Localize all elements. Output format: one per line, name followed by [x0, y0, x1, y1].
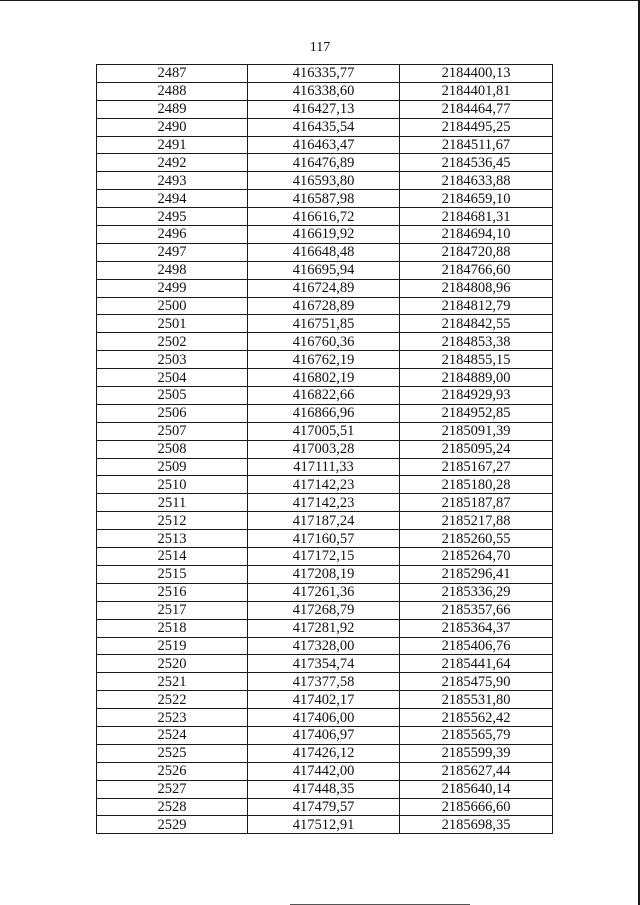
table-row: [97, 548, 553, 566]
x-coordinate-cell: 416435,54: [248, 118, 400, 136]
table-row: [97, 226, 553, 244]
point-number-cell: 2502: [97, 333, 248, 351]
point-number-cell: 2514: [97, 548, 248, 566]
coordinates-table: [96, 64, 553, 834]
table-row: [97, 798, 553, 816]
x-coordinate-cell: 416695,94: [248, 261, 400, 279]
y-coordinate-cell: 2184400,13: [400, 65, 553, 83]
y-coordinate-cell: 2184766,60: [400, 261, 553, 279]
table-row: [97, 422, 553, 440]
table-row: [97, 100, 553, 118]
y-coordinate-cell: 2184659,10: [400, 190, 553, 208]
point-number-cell: 2528: [97, 798, 248, 816]
y-coordinate-cell: 2184853,38: [400, 333, 553, 351]
x-coordinate-cell: 416822,66: [248, 387, 400, 405]
table-row: [97, 440, 553, 458]
x-coordinate-cell: 416760,36: [248, 333, 400, 351]
point-number-cell: 2512: [97, 512, 248, 530]
x-coordinate-cell: 416866,96: [248, 404, 400, 422]
point-number-cell: 2487: [97, 65, 248, 83]
y-coordinate-cell: 2185091,39: [400, 422, 553, 440]
table-row: [97, 315, 553, 333]
scan-top-edge: [0, 0, 640, 1]
table-row: [97, 387, 553, 405]
x-coordinate-cell: 416616,72: [248, 208, 400, 226]
y-coordinate-cell: 2184536,45: [400, 154, 553, 172]
point-number-cell: 2503: [97, 351, 248, 369]
table-row: [97, 816, 553, 834]
point-number-cell: 2515: [97, 565, 248, 583]
table-row: [97, 65, 553, 83]
point-number-cell: 2525: [97, 744, 248, 762]
point-number-cell: 2489: [97, 100, 248, 118]
x-coordinate-cell: 417448,35: [248, 780, 400, 798]
y-coordinate-cell: 2185698,35: [400, 816, 553, 834]
x-coordinate-cell: 417479,57: [248, 798, 400, 816]
point-number-cell: 2511: [97, 494, 248, 512]
y-coordinate-cell: 2185562,42: [400, 709, 553, 727]
y-coordinate-cell: 2185565,79: [400, 726, 553, 744]
table-row: [97, 333, 553, 351]
table-row: [97, 208, 553, 226]
point-number-cell: 2521: [97, 673, 248, 691]
y-coordinate-cell: 2185357,66: [400, 601, 553, 619]
y-coordinate-cell: 2185217,88: [400, 512, 553, 530]
point-number-cell: 2518: [97, 619, 248, 637]
point-number-cell: 2527: [97, 780, 248, 798]
x-coordinate-cell: 416724,89: [248, 279, 400, 297]
x-coordinate-cell: 416476,89: [248, 154, 400, 172]
table-row: [97, 619, 553, 637]
y-coordinate-cell: 2184889,00: [400, 369, 553, 387]
table-row: [97, 494, 553, 512]
point-number-cell: 2507: [97, 422, 248, 440]
table-row: [97, 118, 553, 136]
x-coordinate-cell: 416427,13: [248, 100, 400, 118]
point-number-cell: 2490: [97, 118, 248, 136]
table-row: [97, 709, 553, 727]
table-row: [97, 243, 553, 261]
y-coordinate-cell: 2184812,79: [400, 297, 553, 315]
table-row: [97, 154, 553, 172]
point-number-cell: 2517: [97, 601, 248, 619]
y-coordinate-cell: 2185406,76: [400, 637, 553, 655]
x-coordinate-cell: 417160,57: [248, 530, 400, 548]
x-coordinate-cell: 416648,48: [248, 243, 400, 261]
x-coordinate-cell: 416762,19: [248, 351, 400, 369]
point-number-cell: 2495: [97, 208, 248, 226]
point-number-cell: 2494: [97, 190, 248, 208]
x-coordinate-cell: 417406,97: [248, 726, 400, 744]
x-coordinate-cell: 417377,58: [248, 673, 400, 691]
x-coordinate-cell: 417328,00: [248, 637, 400, 655]
x-coordinate-cell: 417261,36: [248, 583, 400, 601]
y-coordinate-cell: 2185531,80: [400, 691, 553, 709]
y-coordinate-cell: 2184681,31: [400, 208, 553, 226]
table-row: [97, 136, 553, 154]
x-coordinate-cell: 417281,92: [248, 619, 400, 637]
y-coordinate-cell: 2185167,27: [400, 458, 553, 476]
point-number-cell: 2506: [97, 404, 248, 422]
table-row: [97, 404, 553, 422]
point-number-cell: 2501: [97, 315, 248, 333]
x-coordinate-cell: 417187,24: [248, 512, 400, 530]
y-coordinate-cell: 2185336,29: [400, 583, 553, 601]
table-row: [97, 458, 553, 476]
x-coordinate-cell: 417142,23: [248, 476, 400, 494]
point-number-cell: 2492: [97, 154, 248, 172]
point-number-cell: 2491: [97, 136, 248, 154]
x-coordinate-cell: 417442,00: [248, 762, 400, 780]
point-number-cell: 2519: [97, 637, 248, 655]
y-coordinate-cell: 2185627,44: [400, 762, 553, 780]
table-row: [97, 726, 553, 744]
y-coordinate-cell: 2185260,55: [400, 530, 553, 548]
y-coordinate-cell: 2185640,14: [400, 780, 553, 798]
point-number-cell: 2499: [97, 279, 248, 297]
x-coordinate-cell: 416587,98: [248, 190, 400, 208]
table-row: [97, 530, 553, 548]
x-coordinate-cell: 417354,74: [248, 655, 400, 673]
point-number-cell: 2496: [97, 226, 248, 244]
x-coordinate-cell: 417005,51: [248, 422, 400, 440]
y-coordinate-cell: 2185095,24: [400, 440, 553, 458]
y-coordinate-cell: 2185599,39: [400, 744, 553, 762]
x-coordinate-cell: 417268,79: [248, 601, 400, 619]
y-coordinate-cell: 2184464,77: [400, 100, 553, 118]
table-row: [97, 565, 553, 583]
table-row: [97, 476, 553, 494]
y-coordinate-cell: 2185264,70: [400, 548, 553, 566]
point-number-cell: 2529: [97, 816, 248, 834]
table-row: [97, 762, 553, 780]
point-number-cell: 2520: [97, 655, 248, 673]
point-number-cell: 2498: [97, 261, 248, 279]
point-number-cell: 2504: [97, 369, 248, 387]
y-coordinate-cell: 2184855,15: [400, 351, 553, 369]
point-number-cell: 2522: [97, 691, 248, 709]
table-row: [97, 744, 553, 762]
table-row: [97, 279, 553, 297]
point-number-cell: 2505: [97, 387, 248, 405]
table-row: [97, 261, 553, 279]
x-coordinate-cell: 417172,15: [248, 548, 400, 566]
coordinates-table-body: [97, 65, 553, 834]
table-row: [97, 673, 553, 691]
point-number-cell: 2526: [97, 762, 248, 780]
table-row: [97, 297, 553, 315]
x-coordinate-cell: 417402,17: [248, 691, 400, 709]
y-coordinate-cell: 2184511,67: [400, 136, 553, 154]
table-row: [97, 82, 553, 100]
x-coordinate-cell: 417111,33: [248, 458, 400, 476]
x-coordinate-cell: 416619,92: [248, 226, 400, 244]
y-coordinate-cell: 2184720,88: [400, 243, 553, 261]
y-coordinate-cell: 2184694,10: [400, 226, 553, 244]
y-coordinate-cell: 2184633,88: [400, 172, 553, 190]
y-coordinate-cell: 2185666,60: [400, 798, 553, 816]
point-number-cell: 2509: [97, 458, 248, 476]
point-number-cell: 2516: [97, 583, 248, 601]
x-coordinate-cell: 416338,60: [248, 82, 400, 100]
x-coordinate-cell: 417003,28: [248, 440, 400, 458]
y-coordinate-cell: 2185475,90: [400, 673, 553, 691]
x-coordinate-cell: 416463,47: [248, 136, 400, 154]
point-number-cell: 2488: [97, 82, 248, 100]
point-number-cell: 2493: [97, 172, 248, 190]
table-row: [97, 637, 553, 655]
y-coordinate-cell: 2184808,96: [400, 279, 553, 297]
x-coordinate-cell: 416802,19: [248, 369, 400, 387]
table-row: [97, 780, 553, 798]
x-coordinate-cell: 417208,19: [248, 565, 400, 583]
y-coordinate-cell: 2185187,87: [400, 494, 553, 512]
x-coordinate-cell: 417512,91: [248, 816, 400, 834]
x-coordinate-cell: 416335,77: [248, 65, 400, 83]
x-coordinate-cell: 416751,85: [248, 315, 400, 333]
x-coordinate-cell: 417406,00: [248, 709, 400, 727]
table-row: [97, 512, 553, 530]
point-number-cell: 2508: [97, 440, 248, 458]
point-number-cell: 2497: [97, 243, 248, 261]
point-number-cell: 2510: [97, 476, 248, 494]
point-number-cell: 2524: [97, 726, 248, 744]
table-row: [97, 190, 553, 208]
y-coordinate-cell: 2184842,55: [400, 315, 553, 333]
point-number-cell: 2523: [97, 709, 248, 727]
y-coordinate-cell: 2184929,93: [400, 387, 553, 405]
y-coordinate-cell: 2185296,41: [400, 565, 553, 583]
x-coordinate-cell: 417426,12: [248, 744, 400, 762]
y-coordinate-cell: 2185180,28: [400, 476, 553, 494]
y-coordinate-cell: 2184495,25: [400, 118, 553, 136]
table-row: [97, 601, 553, 619]
page-number: 117: [309, 40, 331, 55]
point-number-cell: 2500: [97, 297, 248, 315]
table-row: [97, 691, 553, 709]
y-coordinate-cell: 2184952,85: [400, 404, 553, 422]
y-coordinate-cell: 2185364,37: [400, 619, 553, 637]
table-row: [97, 172, 553, 190]
point-number-cell: 2513: [97, 530, 248, 548]
x-coordinate-cell: 416593,80: [248, 172, 400, 190]
y-coordinate-cell: 2185441,64: [400, 655, 553, 673]
table-row: [97, 583, 553, 601]
table-row: [97, 351, 553, 369]
table-row: [97, 655, 553, 673]
x-coordinate-cell: 416728,89: [248, 297, 400, 315]
x-coordinate-cell: 417142,23: [248, 494, 400, 512]
table-row: [97, 369, 553, 387]
y-coordinate-cell: 2184401,81: [400, 82, 553, 100]
